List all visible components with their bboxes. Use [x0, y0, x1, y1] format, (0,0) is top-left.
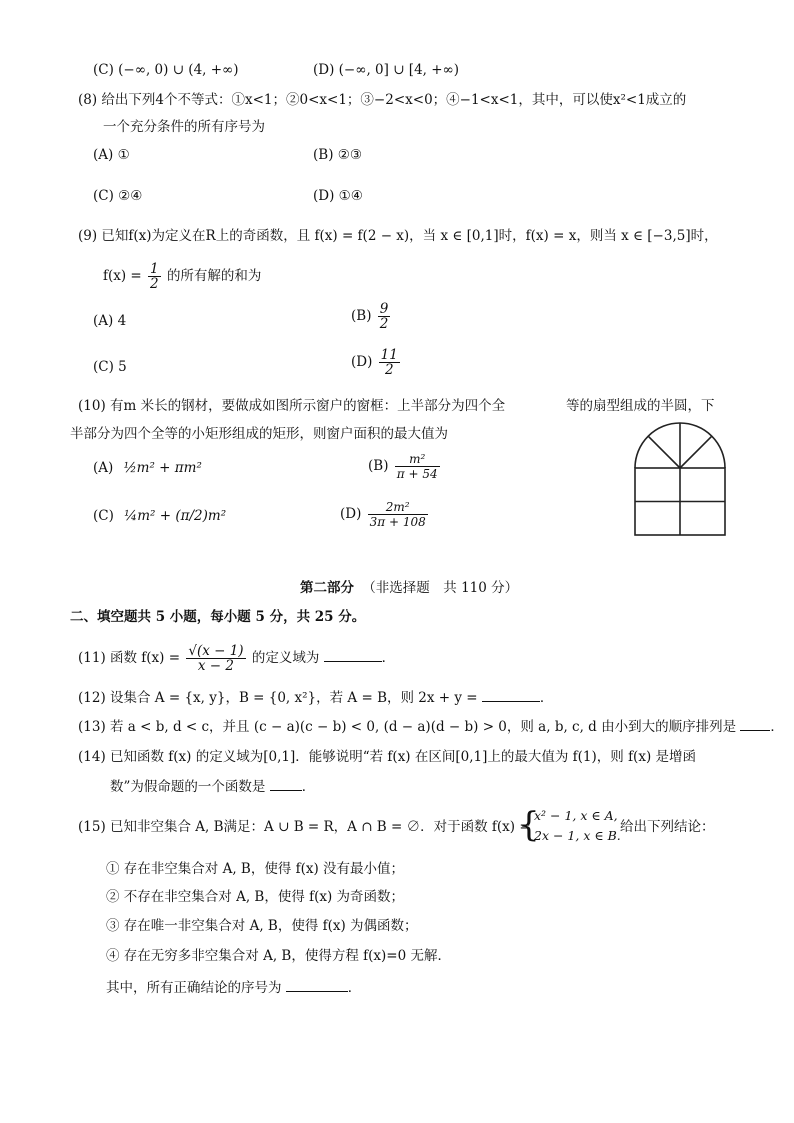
- window-right-diagonal-bar: [680, 436, 712, 468]
- q9-line2: [103, 262, 261, 291]
- q15-conclusion-text: 其中，所有正确结论的序号为: [106, 980, 282, 996]
- q9-option-d: [351, 348, 402, 377]
- q15-case2: 2x − 1, x ∈ B.: [534, 828, 621, 843]
- q9-line2-prefix: f(x) =: [103, 268, 142, 284]
- q14-line1: (14) 已知函数 f(x) 的定义域为[0,1]．能够说明“若 f(x) 在区间[0,1]上的最大值为 f(1)，则 f(x) 是增函: [78, 749, 696, 765]
- section2-header: 二、填空题共 5 小题，每小题 5 分，共 25 分。: [70, 609, 366, 625]
- q12-answer-blank[interactable]: [482, 687, 540, 702]
- q9-option-b: [351, 302, 392, 331]
- window-diagram: [630, 420, 730, 540]
- q12-line: (12) 设集合 A = {x, y}，B = {0, x²}，若 A = B，则 2x + y = ．: [78, 687, 553, 708]
- q9-option-b-fraction: [378, 302, 391, 331]
- q10-line1-tail: 等的扇型组成的半圆，下: [566, 398, 715, 414]
- q10-option-a: [93, 458, 202, 478]
- q11-answer-blank[interactable]: [324, 647, 382, 662]
- part2-subtitle: （非选择题 共 110 分）: [362, 580, 519, 596]
- q10-line1: (10) 有m 米长的钢材，要做成如图所示窗户的窗框：上半部分为四个全: [78, 398, 506, 414]
- q15-item-3: ③ 存在唯一非空集合对 A, B，使得 f(x) 为偶函数；: [106, 918, 418, 934]
- q11-prefix: (11) 函数 f(x) =: [78, 650, 181, 666]
- q15-suffix: 给出下列结论：: [620, 819, 715, 835]
- q9-fraction-num: 1: [150, 261, 159, 277]
- q9-option-b-den: 2: [379, 316, 389, 332]
- q9-fraction-den: 2: [150, 276, 159, 292]
- q14-answer-blank[interactable]: [270, 776, 302, 791]
- q11-fraction: [186, 644, 245, 673]
- q10-option-c: [93, 506, 226, 526]
- q11-line: (11) 函数 f(x) = $\frac{√(x - 1)}{x - 2}$ 的定义域为 ．: [78, 643, 396, 674]
- q11-num: √(x − 1): [188, 643, 244, 659]
- q10-line2: 半部分为四个全等的小矩形组成的矩形，则窗户面积的最大值为: [70, 426, 448, 442]
- q15-item-1: ① 存在非空集合对 A, B，使得 f(x) 没有最小值；: [106, 861, 405, 877]
- q15-conclusion: 其中，所有正确结论的序号为 ．: [106, 977, 361, 998]
- part2-heading: [300, 578, 518, 598]
- q10-option-c-label: (C): [93, 508, 114, 524]
- q10-option-a-label: (A): [93, 460, 114, 476]
- q15-answer-blank[interactable]: [286, 977, 348, 992]
- q9-fraction: [148, 262, 161, 291]
- q8-option-a: (A) ①: [93, 147, 130, 163]
- q12-text: (12) 设集合 A = {x, y}，B = {0, x²}，若 A = B，则 2x + y =: [78, 690, 478, 706]
- q14-line2: 数”为假命题的一个函数是 ．: [110, 776, 315, 797]
- q10-option-b-fraction: [395, 452, 440, 481]
- q7-option-c: (C) (−∞, 0) ∪ (4, +∞): [93, 62, 239, 78]
- q15-prefix: (15) 已知非空集合 A, B满足：A ∪ B = R，A ∩ B = ∅．对于函数 f(x) =: [78, 819, 531, 835]
- q10-option-b: [368, 452, 442, 481]
- q7-option-d: (D) (−∞, 0] ∪ [4, +∞): [313, 62, 460, 78]
- q15-brace: {: [518, 805, 540, 845]
- q8-option-c: (C) ②④: [93, 188, 143, 204]
- q9-option-d-num: 11: [380, 347, 398, 363]
- q15-case1: x² − 1, x ∈ A,: [534, 808, 618, 823]
- q10-option-a-expr: ½m² + πm²: [123, 460, 202, 476]
- q9-option-b-label: (B): [351, 308, 372, 324]
- q11-suffix: 的定义域为: [251, 650, 320, 666]
- q13-answer-blank[interactable]: [740, 716, 770, 731]
- q8-option-b: (B) ②③: [313, 147, 362, 163]
- q13-text: (13) 若 a < b, d < c，并且 (c − a)(c − b) < 0, (d − a)(d − b) > 0，则 a, b, c, d 由小到大的顺序排列是: [78, 719, 737, 735]
- q15-item-4: ④ 存在无穷多非空集合对 A, B，使得方程 f(x)=0 无解．: [106, 948, 451, 964]
- q13-line: (13) 若 a < b, d < c，并且 (c − a)(c − b) < 0, (d − a)(d − b) > 0，则 a, b, c, d 由小到大的顺序排列是 ．: [78, 716, 784, 737]
- q9-option-d-label: (D): [351, 354, 373, 370]
- q9-line2-suffix: 的所有解的和为: [166, 268, 262, 284]
- q9-option-b-num: 9: [379, 301, 389, 317]
- q10-option-d-label: (D): [340, 506, 362, 522]
- q8-option-d: (D) ①④: [313, 188, 363, 204]
- part2-title: 第二部分: [300, 580, 354, 596]
- q10-option-b-label: (B): [368, 458, 389, 474]
- q10-option-b-den: π + 54: [396, 467, 438, 481]
- q9-option-d-den: 2: [384, 362, 394, 378]
- q10-option-b-num: m²: [395, 452, 440, 467]
- q10-option-c-expr: ¼m² + (π/2)m²: [124, 508, 227, 524]
- q8-line1: (8) 给出下列4个不等式：①x<1；②0<x<1；③−2<x<0；④−1<x<1，其中，可以使x²<1成立的: [78, 92, 687, 108]
- q11-den: x − 2: [197, 658, 235, 674]
- q10-option-d-fraction: [368, 500, 428, 529]
- q15-item-2: ② 不存在非空集合对 A, B，使得 f(x) 为奇函数；: [106, 889, 405, 905]
- q10-option-d: [340, 500, 430, 529]
- q10-option-d-den: 3π + 108: [369, 515, 426, 529]
- q9-line1: (9) 已知f(x)为定义在R上的奇函数，且 f(x) = f(2 − x)，当 x ∈ [0,1]时，f(x) = x，则当 x ∈ [−3,5]时，: [78, 228, 718, 244]
- q10-option-d-num: 2m²: [368, 500, 428, 515]
- q14-line2-text: 数”为假命题的一个函数是: [110, 779, 266, 795]
- q9-option-a: (A) 4: [93, 313, 127, 329]
- q9-option-c: (C) 5: [93, 359, 127, 375]
- window-left-diagonal-bar: [648, 436, 680, 468]
- q9-option-d-fraction: [379, 348, 400, 377]
- q8-line2: 一个充分条件的所有序号为: [103, 119, 265, 135]
